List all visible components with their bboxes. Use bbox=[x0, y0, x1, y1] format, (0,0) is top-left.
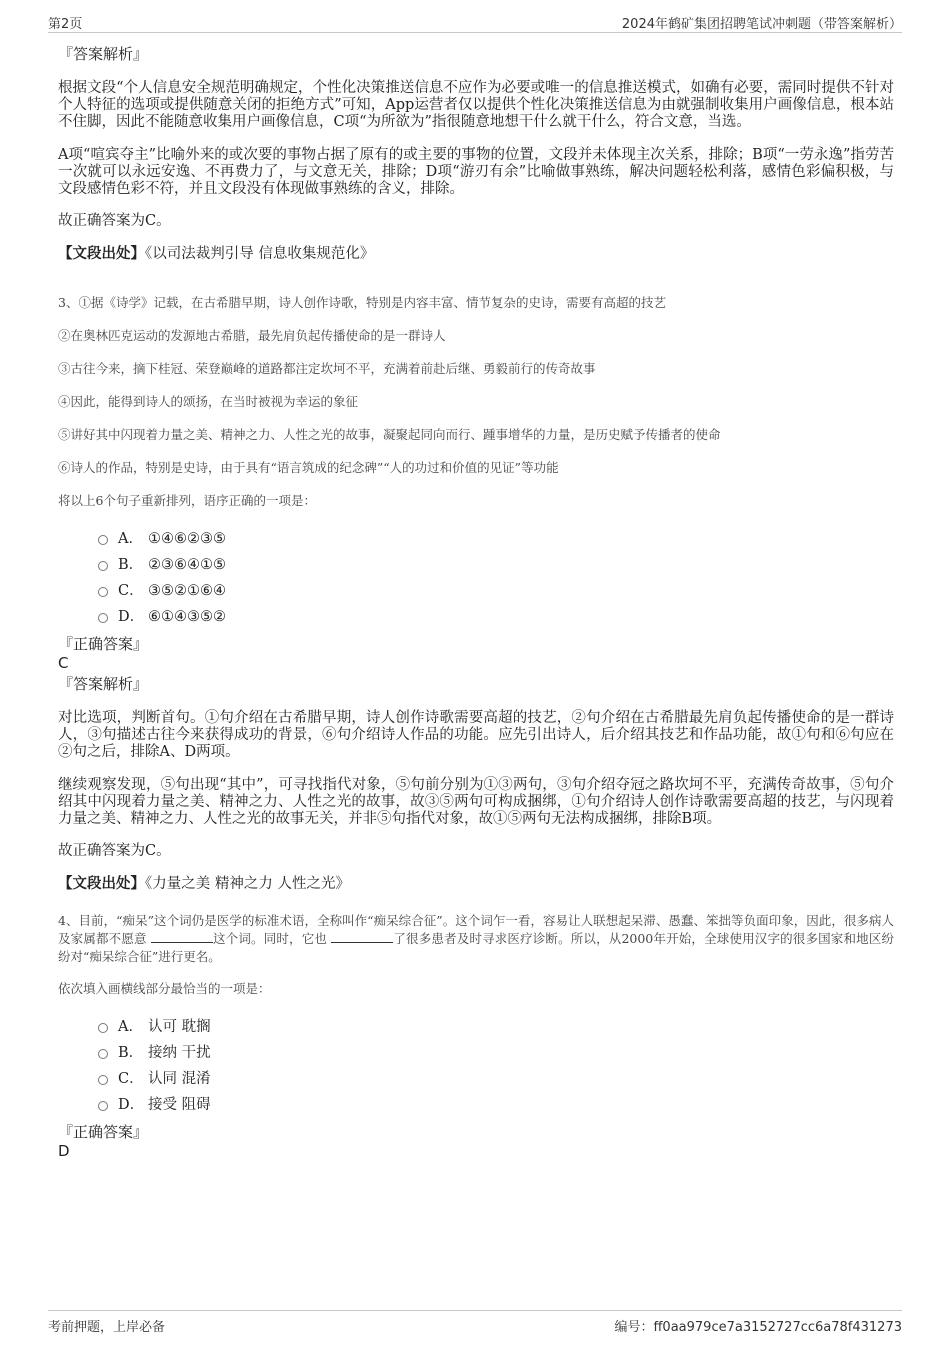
q3-answer: C bbox=[58, 654, 69, 672]
source-tag: 【文段出处】 bbox=[58, 875, 145, 892]
analysis-label: 『答案解析』 bbox=[58, 45, 149, 63]
question-4 bbox=[58, 912, 894, 1160]
q4-answer: D bbox=[58, 1142, 70, 1160]
page-footer bbox=[48, 1310, 902, 1335]
q3-analysis-paragraph-1: 对比选项，判断首句。①句介绍在古希腊早期，诗人创作诗歌需要高超的技艺，②句介绍在古希腊最先肩负起传播使命的是一群诗人，③句描述古往今来获得成功的背景，⑥句介绍诗人作品的功能。应先引出诗人，后介绍其技艺和作品功能，故①句和⑥句应在②句之后，排除A、D两项。 bbox=[58, 710, 894, 760]
q4-option-d[interactable]: D． 接受 阻碍 bbox=[58, 1092, 894, 1118]
q3-option-d[interactable]: D． ⑥①④③⑤② bbox=[58, 604, 894, 630]
q3-options bbox=[58, 526, 894, 630]
radio-icon[interactable] bbox=[98, 587, 108, 597]
page-number: 第2页 bbox=[48, 17, 83, 32]
q2-analysis-paragraph-1: 根据文段“个人信息安全规范明确规定，个性化决策推送信息不应作为必要或唯一的信息推送模式，如确有必要，需同时提供不针对个人特征的选项或提供随意关闭的拒绝方式”可知，App运营者仅以提供个性化决策推送信息为由就强制收集用户画像信息，根本站不住脚，因此不能随意收集用户画像信息，C项“为所欲为”指很随意地想干什么就干什么，符合文意，当选。 bbox=[58, 80, 894, 130]
q3-option-b[interactable]: B． ②③⑥④①⑤ bbox=[58, 552, 894, 578]
q4-option-c[interactable]: C． 认同 混淆 bbox=[58, 1066, 894, 1092]
analysis-label: 『答案解析』 bbox=[58, 675, 149, 693]
answer-blank-1 bbox=[151, 930, 213, 943]
q4-options bbox=[58, 1014, 894, 1118]
radio-icon[interactable] bbox=[98, 613, 108, 623]
q3-analysis-paragraph-2: 继续观察发现，⑤句出现“其中”，可寻找指代对象，⑤句前分别为①③两句，③句介绍夺冠之路坎坷不平，充满传奇故事，⑤句介绍其中闪现着力量之美、精神之力、人性之光的故事，故③⑤两句可构成捆绑，①句介绍诗人创作诗歌需要高超的技艺，与闪现着力量之美、精神之力、人性之光的故事无关，并非⑤句指代对象，故①⑤两句无法构成捆绑，排除B项。 bbox=[58, 777, 894, 827]
document-title: 2024年鹤矿集团招聘笔试冲刺题（带答案解析） bbox=[621, 17, 902, 32]
question-3 bbox=[58, 294, 894, 894]
radio-icon[interactable] bbox=[98, 1075, 108, 1085]
q4-option-a[interactable]: A． 认可 耽搁 bbox=[58, 1014, 894, 1040]
q3-sentence-3: ③古往今来，摘下桂冠、荣登巅峰的道路都注定坎坷不平，充满着前赴后继、勇毅前行的传奇故事 bbox=[58, 361, 596, 376]
q3-conclusion: 故正确答案为C。 bbox=[58, 843, 171, 859]
source-tag: 【文段出处】 bbox=[58, 245, 145, 262]
q3-sentence-5: ⑤讲好其中闪现着力量之美、精神之力、人性之光的故事，凝聚起同向而行、踵事增华的力量，是历史赋予传播者的使命 bbox=[58, 427, 721, 442]
q4-stem: 4、目前，“痴呆”这个词仍是医学的标准术语，全称叫作“痴呆综合征”。这个词乍一看，容易让人联想起呆滞、愚蠢、笨拙等负面印象，因此，很多病人及家属都不愿意 这个词。同时，它也 了很多患者及时寻求医疗诊断。所以，从2000年开始，全球使用汉字的很多国家和地区纷纷对“痴呆综合征”进行更名。 bbox=[58, 913, 894, 964]
page-content bbox=[58, 44, 894, 1160]
radio-icon[interactable] bbox=[98, 1049, 108, 1059]
radio-icon[interactable] bbox=[98, 1101, 108, 1111]
q3-sentence-2: ②在奥林匹克运动的发源地古希腊，最先肩负起传播使命的是一群诗人 bbox=[58, 328, 446, 343]
answer-blank-2 bbox=[331, 930, 393, 943]
q3-sentence-4: ④因此，能得到诗人的颂扬，在当时被视为幸运的象征 bbox=[58, 394, 359, 409]
q4-option-b[interactable]: B． 接纳 干扰 bbox=[58, 1040, 894, 1066]
q3-source-title: 《力量之美 精神之力 人性之光》 bbox=[145, 876, 350, 892]
radio-icon[interactable] bbox=[98, 561, 108, 571]
q3-option-c[interactable]: C． ③⑤②①⑥④ bbox=[58, 578, 894, 604]
radio-icon[interactable] bbox=[98, 535, 108, 545]
q2-analysis-paragraph-2: A项“喧宾夺主”比喻外来的或次要的事物占据了原有的或主要的事物的位置，文段并未体现主次关系，排除；B项“一劳永逸”指劳苦一次就可以永远安逸、不再费力了，与文意无关，排除；D项“游刃有余”比喻做事熟练，解决问题轻松利落，感情色彩偏积极，与文段感情色彩不符，并且文段没有体现做事熟练的含义，排除。 bbox=[58, 147, 894, 197]
q2-source bbox=[58, 244, 894, 264]
correct-answer-label: 『正确答案』 bbox=[58, 1123, 149, 1141]
q4-prompt: 依次填入画横线部分最恰当的一项是： bbox=[58, 981, 271, 996]
q3-sentence-1: 3、①据《诗学》记载，在古希腊早期，诗人创作诗歌，特别是内容丰富、情节复杂的史诗，需要有高超的技艺 bbox=[58, 295, 666, 310]
page-header bbox=[48, 10, 902, 33]
q2-conclusion: 故正确答案为C。 bbox=[58, 213, 171, 229]
q3-source bbox=[58, 874, 894, 894]
q3-prompt: 将以上6个句子重新排列，语序正确的一项是： bbox=[58, 493, 316, 508]
radio-icon[interactable] bbox=[98, 1023, 108, 1033]
document-code: 编号：ff0aa979ce7a3152727cc6a78f431273 bbox=[614, 1320, 902, 1335]
q3-option-a[interactable]: A． ①④⑥②③⑤ bbox=[58, 526, 894, 552]
q2-source-title: 《以司法裁判引导 信息收集规范化》 bbox=[145, 246, 375, 262]
correct-answer-label: 『正确答案』 bbox=[58, 635, 149, 653]
footer-slogan: 考前押题，上岸必备 bbox=[48, 1320, 166, 1335]
q3-sentence-6: ⑥诗人的作品，特别是史诗，由于具有“语言筑成的纪念碑”“人的功过和价值的见证”等功能 bbox=[58, 460, 559, 475]
